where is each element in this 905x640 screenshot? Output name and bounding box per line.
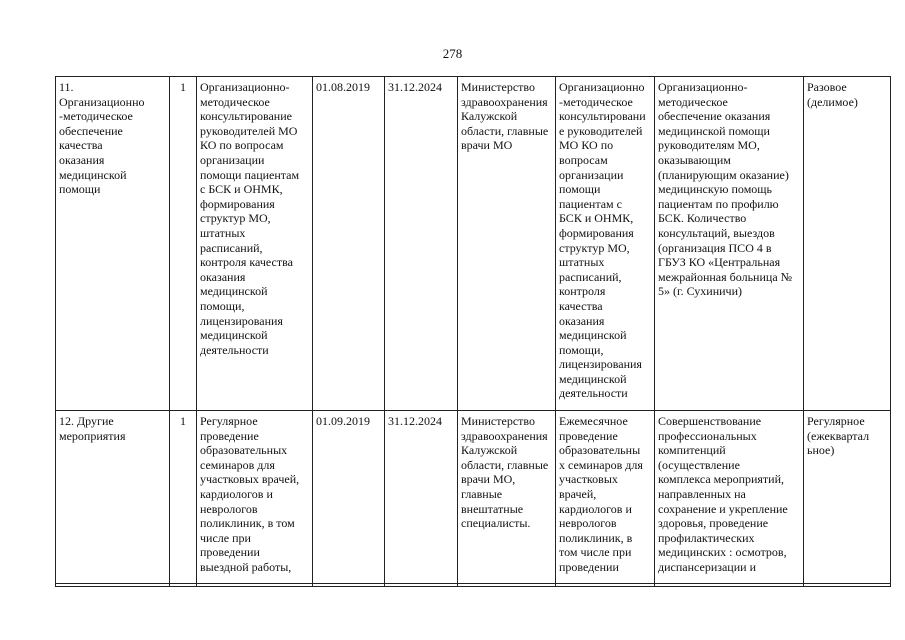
activity-name-cell: 11. Организационно -методическое обеспечение качества оказания медицинской помощи bbox=[56, 77, 170, 411]
activity-content-cell: Регулярное проведение образовательных семинаров для участковых врачей, кардиологов и неврологов поликлиник, в том числе при проведении выездной работы, bbox=[197, 411, 313, 587]
activity-content-cell: Организационно- методическое консультирование руководителей МО КО по вопросам организации помощи пациентам с БСК и ОНМК, формирования структур МО, штатных расписаний, контроля качества оказания медицинской помощи, лицензирования медицинской деятельности bbox=[197, 77, 313, 411]
responsible-cell: Министерство здравоохранения Калужской области, главные врачи МО, главные внештатные специалисты. bbox=[458, 411, 556, 587]
table-row bbox=[56, 411, 891, 587]
item-number-cell: 1 bbox=[170, 77, 197, 411]
item-number-cell: 1 bbox=[170, 411, 197, 587]
end-date-cell: 31.12.2024 bbox=[385, 77, 458, 411]
periodicity-cell: Регулярное (ежеквартал ьное) bbox=[804, 411, 891, 587]
activities-table bbox=[55, 76, 891, 587]
responsible-cell: Министерство здравоохранения Калужской области, главные врачи МО bbox=[458, 77, 556, 411]
result-cell: Ежемесячное проведение образовательны х семинаров для участковых врачей, кардиологов и неврологов поликлиник, в том числе при проведении bbox=[556, 411, 655, 587]
indicator-cell: Организационно- методическое обеспечение оказания медицинской помощи руководителям МО, оказывающим (планирующим оказание) медицинскую помощь пациентам по профилю БСК. Количество консультаций, выездов (организация ПСО 4 в ГБУЗ КО «Центральная межрайонная больница № 5» (г. Сухиничи) bbox=[655, 77, 804, 411]
indicator-cell: Совершенствование профессиональных компитенций (осуществление комплекса мероприятий, направленных на сохранение и укрепление здоровья, проведение профилактических медицинских : осмотров, диспансеризации и bbox=[655, 411, 804, 587]
activity-name-cell: 12. Другие мероприятия bbox=[56, 411, 170, 587]
result-cell: Организационно -методическое консультировани е руководителей МО КО по вопросам организации помощи пациентам с БСК и ОНМК, формирования структур МО, штатных расписаний, контроля качества оказания медицинской помощи, лицензирования медицинской деятельности bbox=[556, 77, 655, 411]
page-number: 278 bbox=[442, 46, 463, 61]
start-date-cell: 01.09.2019 bbox=[313, 411, 385, 587]
end-date-cell: 31.12.2024 bbox=[385, 411, 458, 587]
periodicity-cell: Разовое (делимое) bbox=[804, 77, 891, 411]
table-bottom-border bbox=[55, 583, 890, 584]
table-row bbox=[56, 77, 891, 411]
start-date-cell: 01.08.2019 bbox=[313, 77, 385, 411]
